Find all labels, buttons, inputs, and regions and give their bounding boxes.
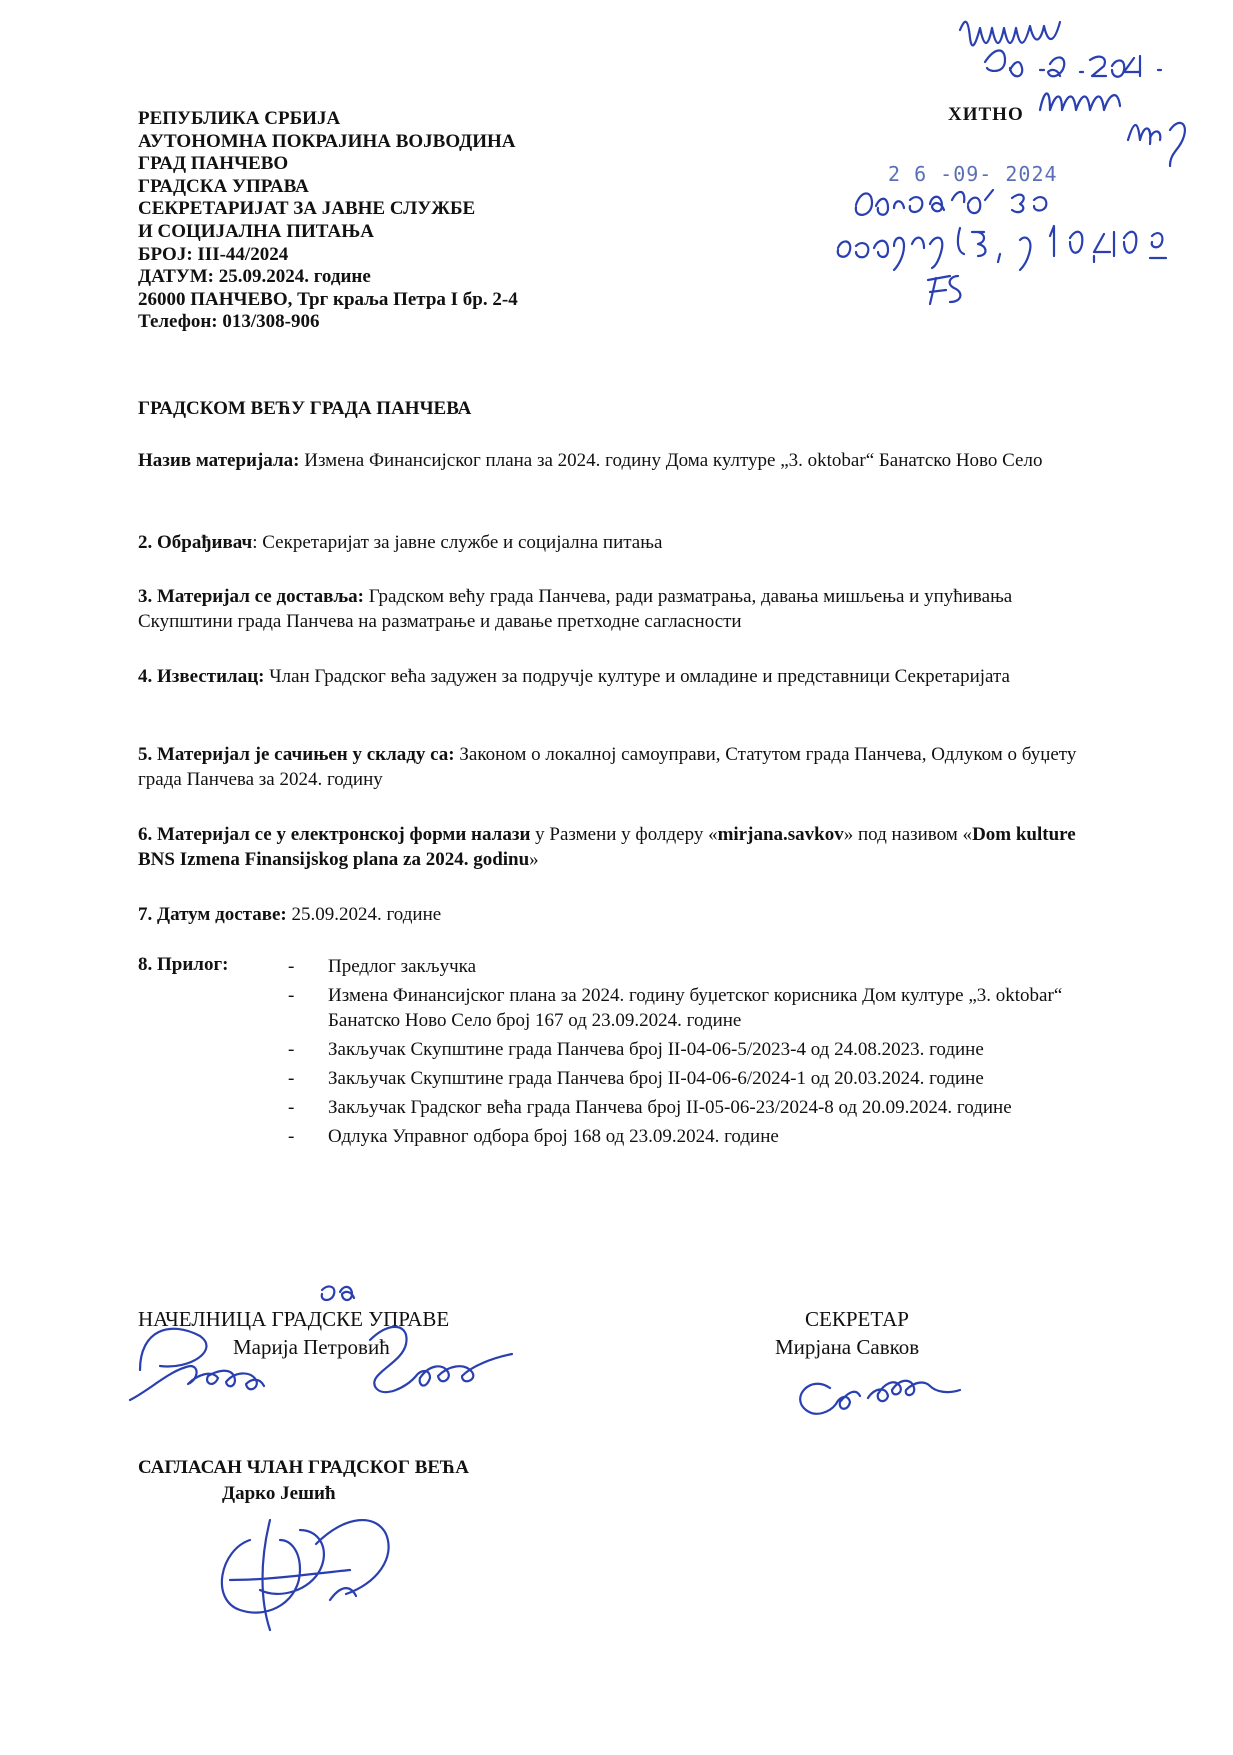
item-label: 2. Обрађивач [138, 532, 253, 553]
dash: - [288, 1039, 295, 1060]
secretary-name: Мирјана Савков [775, 1335, 920, 1359]
attachments-label: 8. Прилог: [138, 954, 229, 975]
chief-name: Марија Петровић [233, 1335, 390, 1359]
attachment-item: - Одлука Управног одбора број 168 од 23.09.2024. године [288, 1126, 779, 1147]
attachment-item: - Закључак Скупштине града Панчева број II-04-06-5/2023-4 од 24.08.2023. године [288, 1039, 984, 1060]
za-handwriting [322, 1287, 354, 1300]
chief-signature [130, 1327, 512, 1400]
dash: - [288, 985, 295, 1006]
attachment-item: - Закључак Градског већа града Панчева број II-05-06-23/2024-8 од 20.09.2024. године [288, 1097, 1012, 1118]
received-stamp: 2 6 -09- 2024 [888, 162, 1058, 186]
item-text: 25.09.2024. године [286, 904, 442, 925]
attachment-item: - Закључак Скупштине града Панчева број II-04-06-6/2024-1 од 20.03.2024. године [288, 1068, 984, 1089]
council-member-signature [222, 1520, 389, 1630]
item-label: 4. Известилац: [138, 666, 265, 687]
dash: - [288, 1126, 295, 1147]
letterhead-line-administration: ГРАДСКА УПРАВА [138, 175, 309, 197]
item-label: 5. Материјал је сачињен у складу са: [138, 744, 455, 765]
dash: - [288, 956, 295, 977]
secretary-title: СЕКРЕТАР [805, 1307, 909, 1331]
attachment-item: - Измена Финансијског плана за 2024. годину буџетског корисника Дом културе „3. oktobar“ Банатско Ново Село број 167 од 23.09.2024. године [288, 985, 1063, 1031]
item-text: у Размени у фолдеру « [530, 824, 718, 845]
document-date: ДАТУМ: 25.09.2024. године [138, 266, 371, 288]
letterhead-line-province: АУТОНОМНА ПОКРАЈИНА ВОЈВОДИНА [138, 130, 516, 152]
item-text: » [529, 849, 539, 870]
item-text: Градском већу града Панчева, ради разматрања, давања мишљења и упућивања Скупштини града Панчева на разматрање и давање претходне сагласности [138, 586, 1013, 632]
council-member-title: САГЛАСАН ЧЛАН ГРАДСКОГ ВЕЋА [138, 1457, 469, 1478]
phone: Телефон: 013/308-906 [138, 311, 320, 333]
council-member-name: Дарко Јешић [222, 1483, 336, 1504]
dash: - [288, 1068, 295, 1089]
item-label: 3. Материјал се доставља: [138, 586, 364, 607]
letterhead-line-secretariat: СЕКРЕТАРИЈАТ ЗА ЈАВНЕ СЛУЖБЕ [138, 198, 476, 220]
address: 26000 ПАНЧЕВО, Трг краља Петра I бр. 2-4 [138, 288, 518, 310]
item-text: Измена Финансијског плана за 2024. годину Дома културе „3. oktobar“ Банатско Ново Село [299, 450, 1043, 471]
item-text: » под називом « [843, 824, 973, 845]
folder-name: mirjana.savkov [717, 824, 844, 845]
item-text: : Секретаријат за јавне службе и социјална питања [252, 532, 663, 553]
letterhead-line-republic: РЕПУБЛИКА СРБИЈА [138, 108, 341, 129]
item-text: Члан Градског већа задужен за подручје културе и омладине и представници Секретаријата [264, 666, 1010, 687]
item-text: Законом о локалној самоуправи, Статутом града Панчева, Одлуком о буџету града Панчева за 2024. годину [138, 744, 1077, 790]
chief-title: НАЧЕЛНИЦА ГРАДСКЕ УПРАВЕ [138, 1307, 450, 1331]
addressee: ГРАДСКОМ ВЕЋУ ГРАДА ПАНЧЕВА [138, 398, 472, 419]
letterhead-line-secretariat-2: И СОЦИЈАЛНА ПИТАЊА [138, 220, 374, 242]
dash: - [288, 1097, 295, 1118]
file-name: Dom kulture BNS Izmena Finansijskog plana za 2024. godinu [138, 824, 1076, 870]
document-number: БРОЈ: III-44/2024 [138, 243, 289, 265]
attachment-item: - Предлог закључка [288, 956, 477, 977]
item-label: Назив материјала: [138, 450, 300, 471]
secretary-signature [800, 1381, 960, 1414]
item-label: 7. Датум доставе: [138, 904, 287, 925]
delivered-note-handwriting [838, 190, 1166, 304]
urgent-label: ХИТНО [948, 104, 1024, 125]
received-note-signature [960, 22, 1185, 166]
item-label: 6. Материјал се у електронској форми налази [138, 824, 531, 845]
letterhead-line-city: ГРАД ПАНЧЕВО [138, 153, 289, 175]
